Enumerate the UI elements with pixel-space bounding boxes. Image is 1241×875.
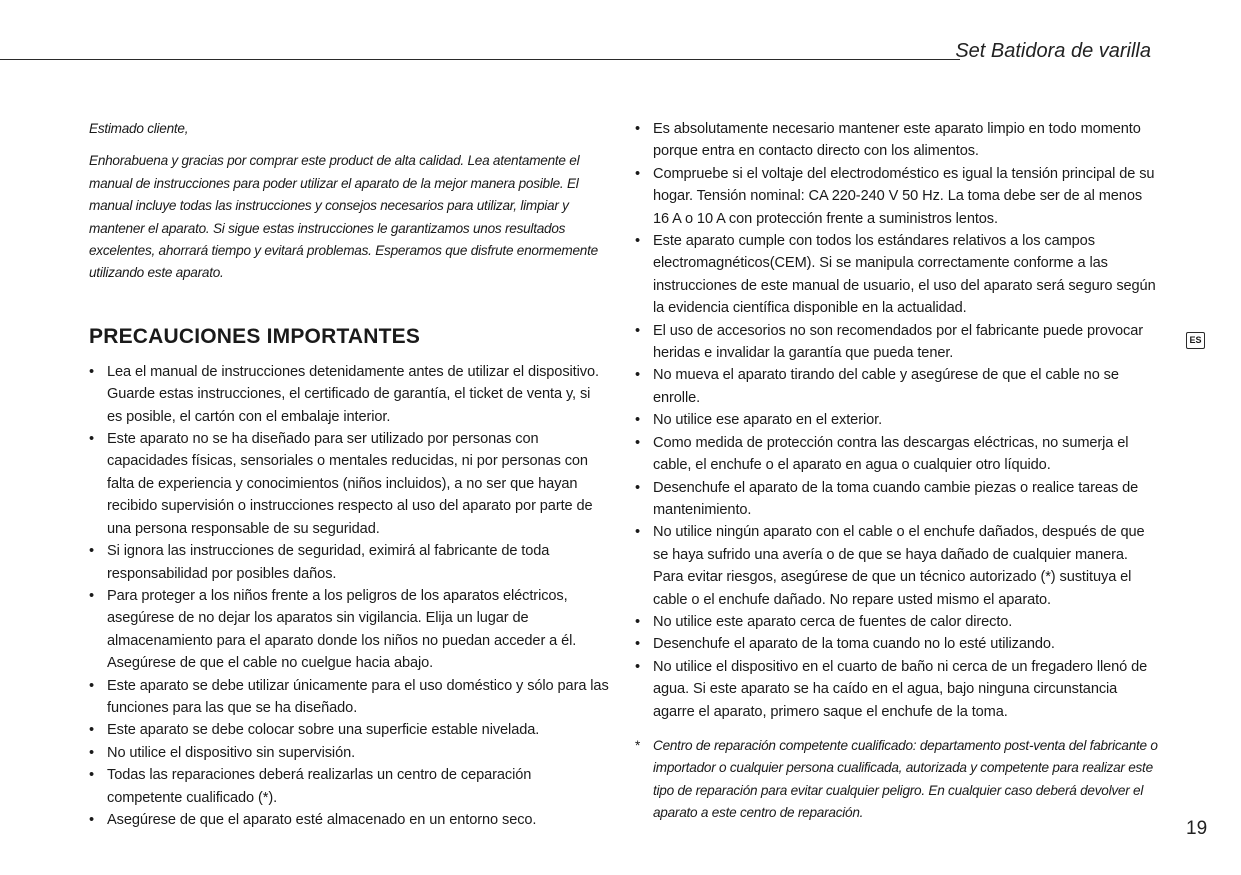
list-item <box>635 432 1160 477</box>
list-item-text: Este aparato no se ha diseñado para ser utilizado por personas con capacidades físicas, sensoriales o mentales reducidas, ni por personas con falta de experiencia y conocimientos (niños incluidos), a no ser que hayan recibido supervisión o instrucciones respecto al uso del aparato por parte de una persona responsable de su seguridad. <box>107 431 593 537</box>
footnote-text: Centro de reparación competente cualificado: departamento post-venta del fabricante o importador o cualquier persona cualificada, autorizada y competente para realizar este tipo de reparación para evitar cualquier peligro. En cualquier caso deberá devolver el aparato a este centro de reparación. <box>653 737 1158 821</box>
list-item <box>635 521 1160 611</box>
list-item <box>635 230 1160 320</box>
bullet-icon: • <box>635 165 641 182</box>
list-item-text: Compruebe si el voltaje del electrodoméstico es igual la tensión principal de su hogar. Tensión nominal: CA 220-240 V 50 Hz. La toma debe ser de al menos 16 A o 10 A con protección frente a suministros lentos. <box>653 165 1155 227</box>
list-item <box>89 719 609 741</box>
bullet-icon: • <box>635 233 641 250</box>
bullet-icon: • <box>89 431 95 448</box>
right-column <box>635 118 1160 825</box>
bullet-icon: • <box>635 636 641 653</box>
list-item-text: No utilice ningún aparato con el cable o el enchufe dañados, después de que se haya sufrido una avería o de que se haya dañado de cualquier manera. Para evitar riesgos, asegúrese de que un técnico autorizado (*) sustituya el cable o el enchufe dañado. No repare usted mismo el aparato. <box>653 524 1145 608</box>
list-item <box>635 163 1160 230</box>
bullet-icon: • <box>635 322 641 339</box>
bullet-icon: • <box>635 658 641 675</box>
bullet-icon: • <box>635 524 641 541</box>
list-item <box>635 364 1160 409</box>
list-item-text: Es absolutamente necesario mantener este aparato limpio en todo momento porque entra en contacto directo con los alimentos. <box>653 121 1141 160</box>
page-number: 19 <box>1186 818 1208 839</box>
list-item-text: El uso de accesorios no son recomendados por el fabricante puede provocar heridas e invalidar la garantía que pueda tener. <box>653 322 1143 362</box>
intro-greeting: Estimado cliente, <box>89 121 189 136</box>
bullet-icon: • <box>89 767 95 784</box>
bullet-icon: • <box>635 479 641 496</box>
bullet-icon: • <box>89 543 95 560</box>
precautions-list-left <box>89 361 609 832</box>
list-item-text: No utilice el dispositivo sin supervisión. <box>107 744 356 761</box>
list-item <box>635 118 1160 163</box>
bullet-icon: • <box>635 434 641 451</box>
list-item <box>635 633 1160 655</box>
bullet-icon: • <box>635 613 641 630</box>
section-heading: PRECAUCIONES IMPORTANTES <box>89 324 421 348</box>
intro-paragraph: Enhorabuena y gracias por comprar este product de alta calidad. Lea atentamente el manual de instrucciones para poder utilizar el aparato de la mejor manera posible. El manual incluye todas las instrucciones y consejos necesarios para utilizar, limpiar y mantener el aparato. Si sigue estas instrucciones le garantizamos unos resultados excelentes, ahorrará tiempo y evitará problemas. Esperamos que disfrute enormemente utilizando este aparato. <box>89 153 598 281</box>
list-item-text: Para proteger a los niños frente a los peligros de los aparatos eléctricos, asegúrese de no dejar los aparatos sin vigilancia. Elija un lugar de almacenamiento para el aparato donde los niños no puedan acceder a él. Asegúrese de que el cable no cuelgue hacia abajo. <box>107 587 577 672</box>
list-item-text: Este aparato se debe colocar sobre una superficie estable nivelada. <box>107 722 540 739</box>
list-item <box>635 320 1160 365</box>
footnote-mark: * <box>635 737 641 753</box>
list-item <box>89 585 609 675</box>
bullet-icon: • <box>89 744 95 761</box>
language-tab <box>1186 331 1240 349</box>
bullet-icon: • <box>89 677 95 694</box>
language-badge: ES <box>1186 332 1205 349</box>
list-item-text: Lea el manual de instrucciones detenidamente antes de utilizar el dispositivo. Guarde estas instrucciones, el certificado de garantía, el ticket de venta y, si es posible, el cartón con el embalaje interior. <box>107 363 599 425</box>
left-column <box>89 118 609 831</box>
header-title: Set Batidora de varilla <box>955 40 1151 62</box>
list-item-text: No utilice este aparato cerca de fuentes de calor directo. <box>653 613 1013 630</box>
list-item <box>89 361 609 428</box>
list-item <box>89 675 609 720</box>
bullet-icon: • <box>635 121 641 137</box>
list-item-text: Todas las reparaciones deberá realizarlas un centro de ceparación competente cualificado (*). <box>107 767 532 806</box>
list-item-text: Este aparato cumple con todos los estándares relativos a los campos electromagnéticos(CEM). Si se manipula correctamente conforme a las instrucciones de este manual de usuario, el uso del aparato será seguro según la evidencia científica disponible en la actualidad. <box>653 233 1156 317</box>
list-item-text: Este aparato se debe utilizar únicamente para el uso doméstico y sólo para las funciones para las que se ha diseñado. <box>107 677 609 716</box>
list-item <box>635 477 1160 522</box>
list-item <box>635 409 1160 431</box>
list-item-text: Como medida de protección contra las descargas eléctricas, no sumerja el cable, el enchufe o el aparato en agua o cualquier otro líquido. <box>653 434 1129 474</box>
bullet-icon: • <box>635 367 641 384</box>
header-rule <box>0 59 960 60</box>
list-item-text: No utilice ese aparato en el exterior. <box>653 412 883 429</box>
bullet-icon: • <box>89 363 95 380</box>
list-item <box>89 428 609 540</box>
list-item <box>89 764 609 809</box>
footnote <box>635 735 1160 825</box>
list-item-text: Si ignora las instrucciones de seguridad, eximirá al fabricante de toda responsabilidad por posibles daños. <box>107 543 550 582</box>
list-item-text: No mueva el aparato tirando del cable y asegúrese de que el cable no se enrolle. <box>653 367 1119 406</box>
bullet-icon: • <box>89 811 95 828</box>
list-item-text: Desenchufe el aparato de la toma cuando no lo esté utilizando. <box>653 636 1055 653</box>
list-item-text: Asegúrese de que el aparato esté almacenado en un entorno seco. <box>107 811 537 828</box>
list-item <box>635 656 1160 723</box>
list-item-text: No utilice el dispositivo en el cuarto de baño ni cerca de un fregadero llenó de agua. Si este aparato se ha caído en el agua, bajo ninguna circunstancia agarre el aparato, primero saque el enchufe de la toma. <box>653 658 1148 720</box>
list-item-text: Desenchufe el aparato de la toma cuando cambie piezas o realice tareas de mantenimiento. <box>653 479 1139 518</box>
precautions-list-right <box>635 118 1160 723</box>
list-item <box>89 540 609 585</box>
bullet-icon: • <box>89 722 95 739</box>
list-item <box>89 809 609 831</box>
list-item <box>635 611 1160 633</box>
bullet-icon: • <box>89 587 95 604</box>
bullet-icon: • <box>635 412 641 429</box>
list-item <box>89 742 609 764</box>
